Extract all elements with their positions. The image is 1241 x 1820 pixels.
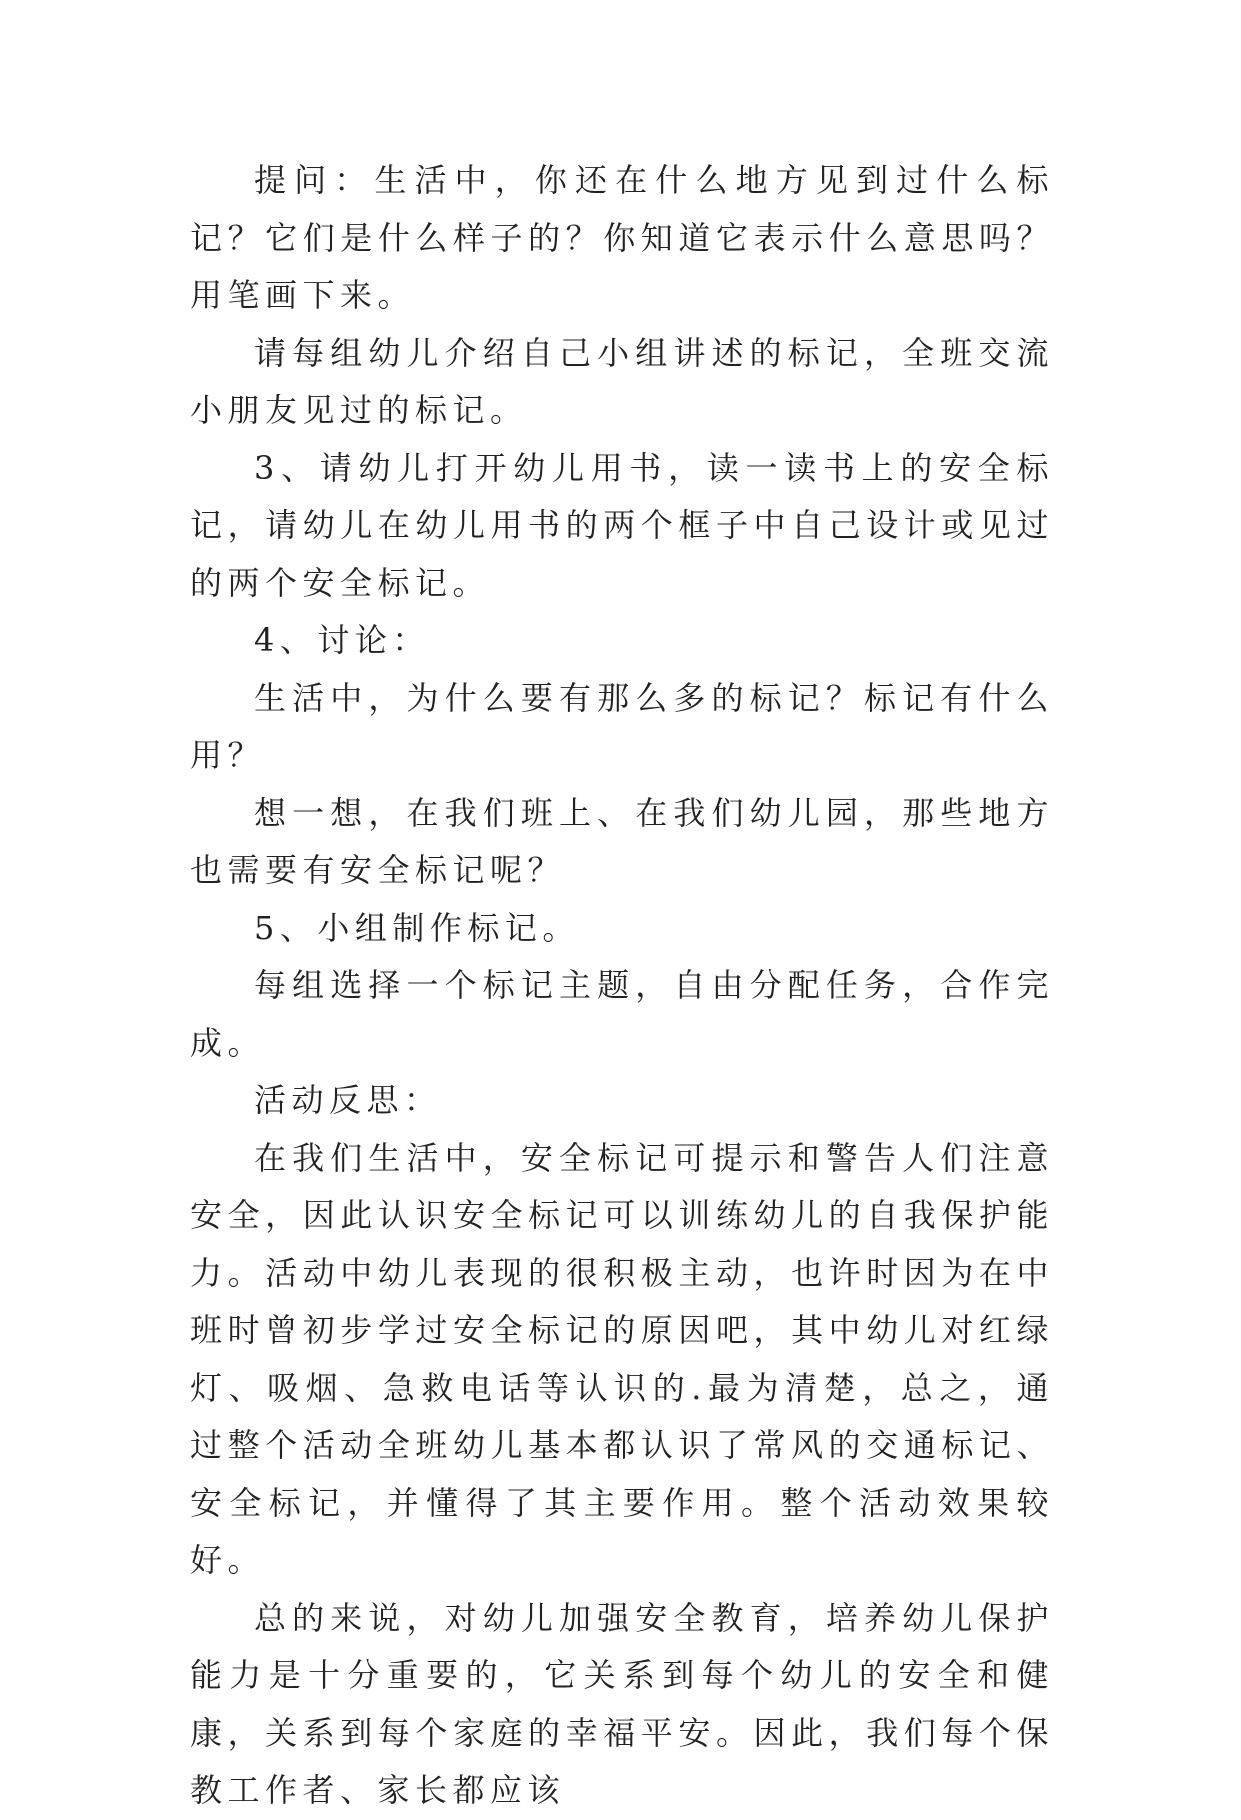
paragraph-group-intro: 请每组幼儿介绍自己小组讲述的标记，全班交流小朋友见过的标记。 — [190, 333, 1054, 429]
paragraph-question: 提问：生活中，你还在什么地方见到过什么标记？它们是什么样子的？你知道它表示什么意思吗？用笔画下来。 — [190, 161, 1054, 314]
paragraph-step-4-heading: 4、讨论： — [254, 621, 430, 659]
paragraph-reflection-body: 在我们生活中，安全标记可提示和警告人们注意安全，因此认识安全标记可以训练幼儿的自我保护能力。活动中幼儿表现的很积极主动，也许时因为在中班时曾初步学过安全标记的原因吧，其中幼儿对红绿灯、吸烟、急救电话等认识的.最为清楚，总之，通过整个活动全班幼儿基本都认识了常风的交通标记、安全标记，并懂得了其主要作用。整个活动效果较好。 — [190, 1138, 1054, 1579]
document-body — [190, 152, 1054, 1820]
paragraph-reflection-heading: 活动反思： — [254, 1081, 442, 1119]
paragraph-summary: 总的来说，对幼儿加强安全教育，培养幼儿保护能力是十分重要的，它关系到每个幼儿的安全和健康，关系到每个家庭的幸福平安。因此，我们每个保教工作者、家长都应该 — [190, 1598, 1054, 1809]
paragraph-step-5-detail: 每组选择一个标记主题，自由分配任务，合作完成。 — [190, 966, 1054, 1062]
paragraph-discussion-1: 生活中，为什么要有那么多的标记？标记有什么用？ — [190, 678, 1054, 774]
paragraph-discussion-2: 想一想，在我们班上、在我们幼儿园，那些地方也需要有安全标记呢？ — [190, 793, 1054, 889]
paragraph-step-3: 3、请幼儿打开幼儿用书，读一读书上的安全标记，请幼儿在幼儿用书的两个框子中自己设计或见过的两个安全标记。 — [190, 448, 1054, 602]
paragraph-step-5-heading: 5、小组制作标记。 — [254, 908, 580, 947]
